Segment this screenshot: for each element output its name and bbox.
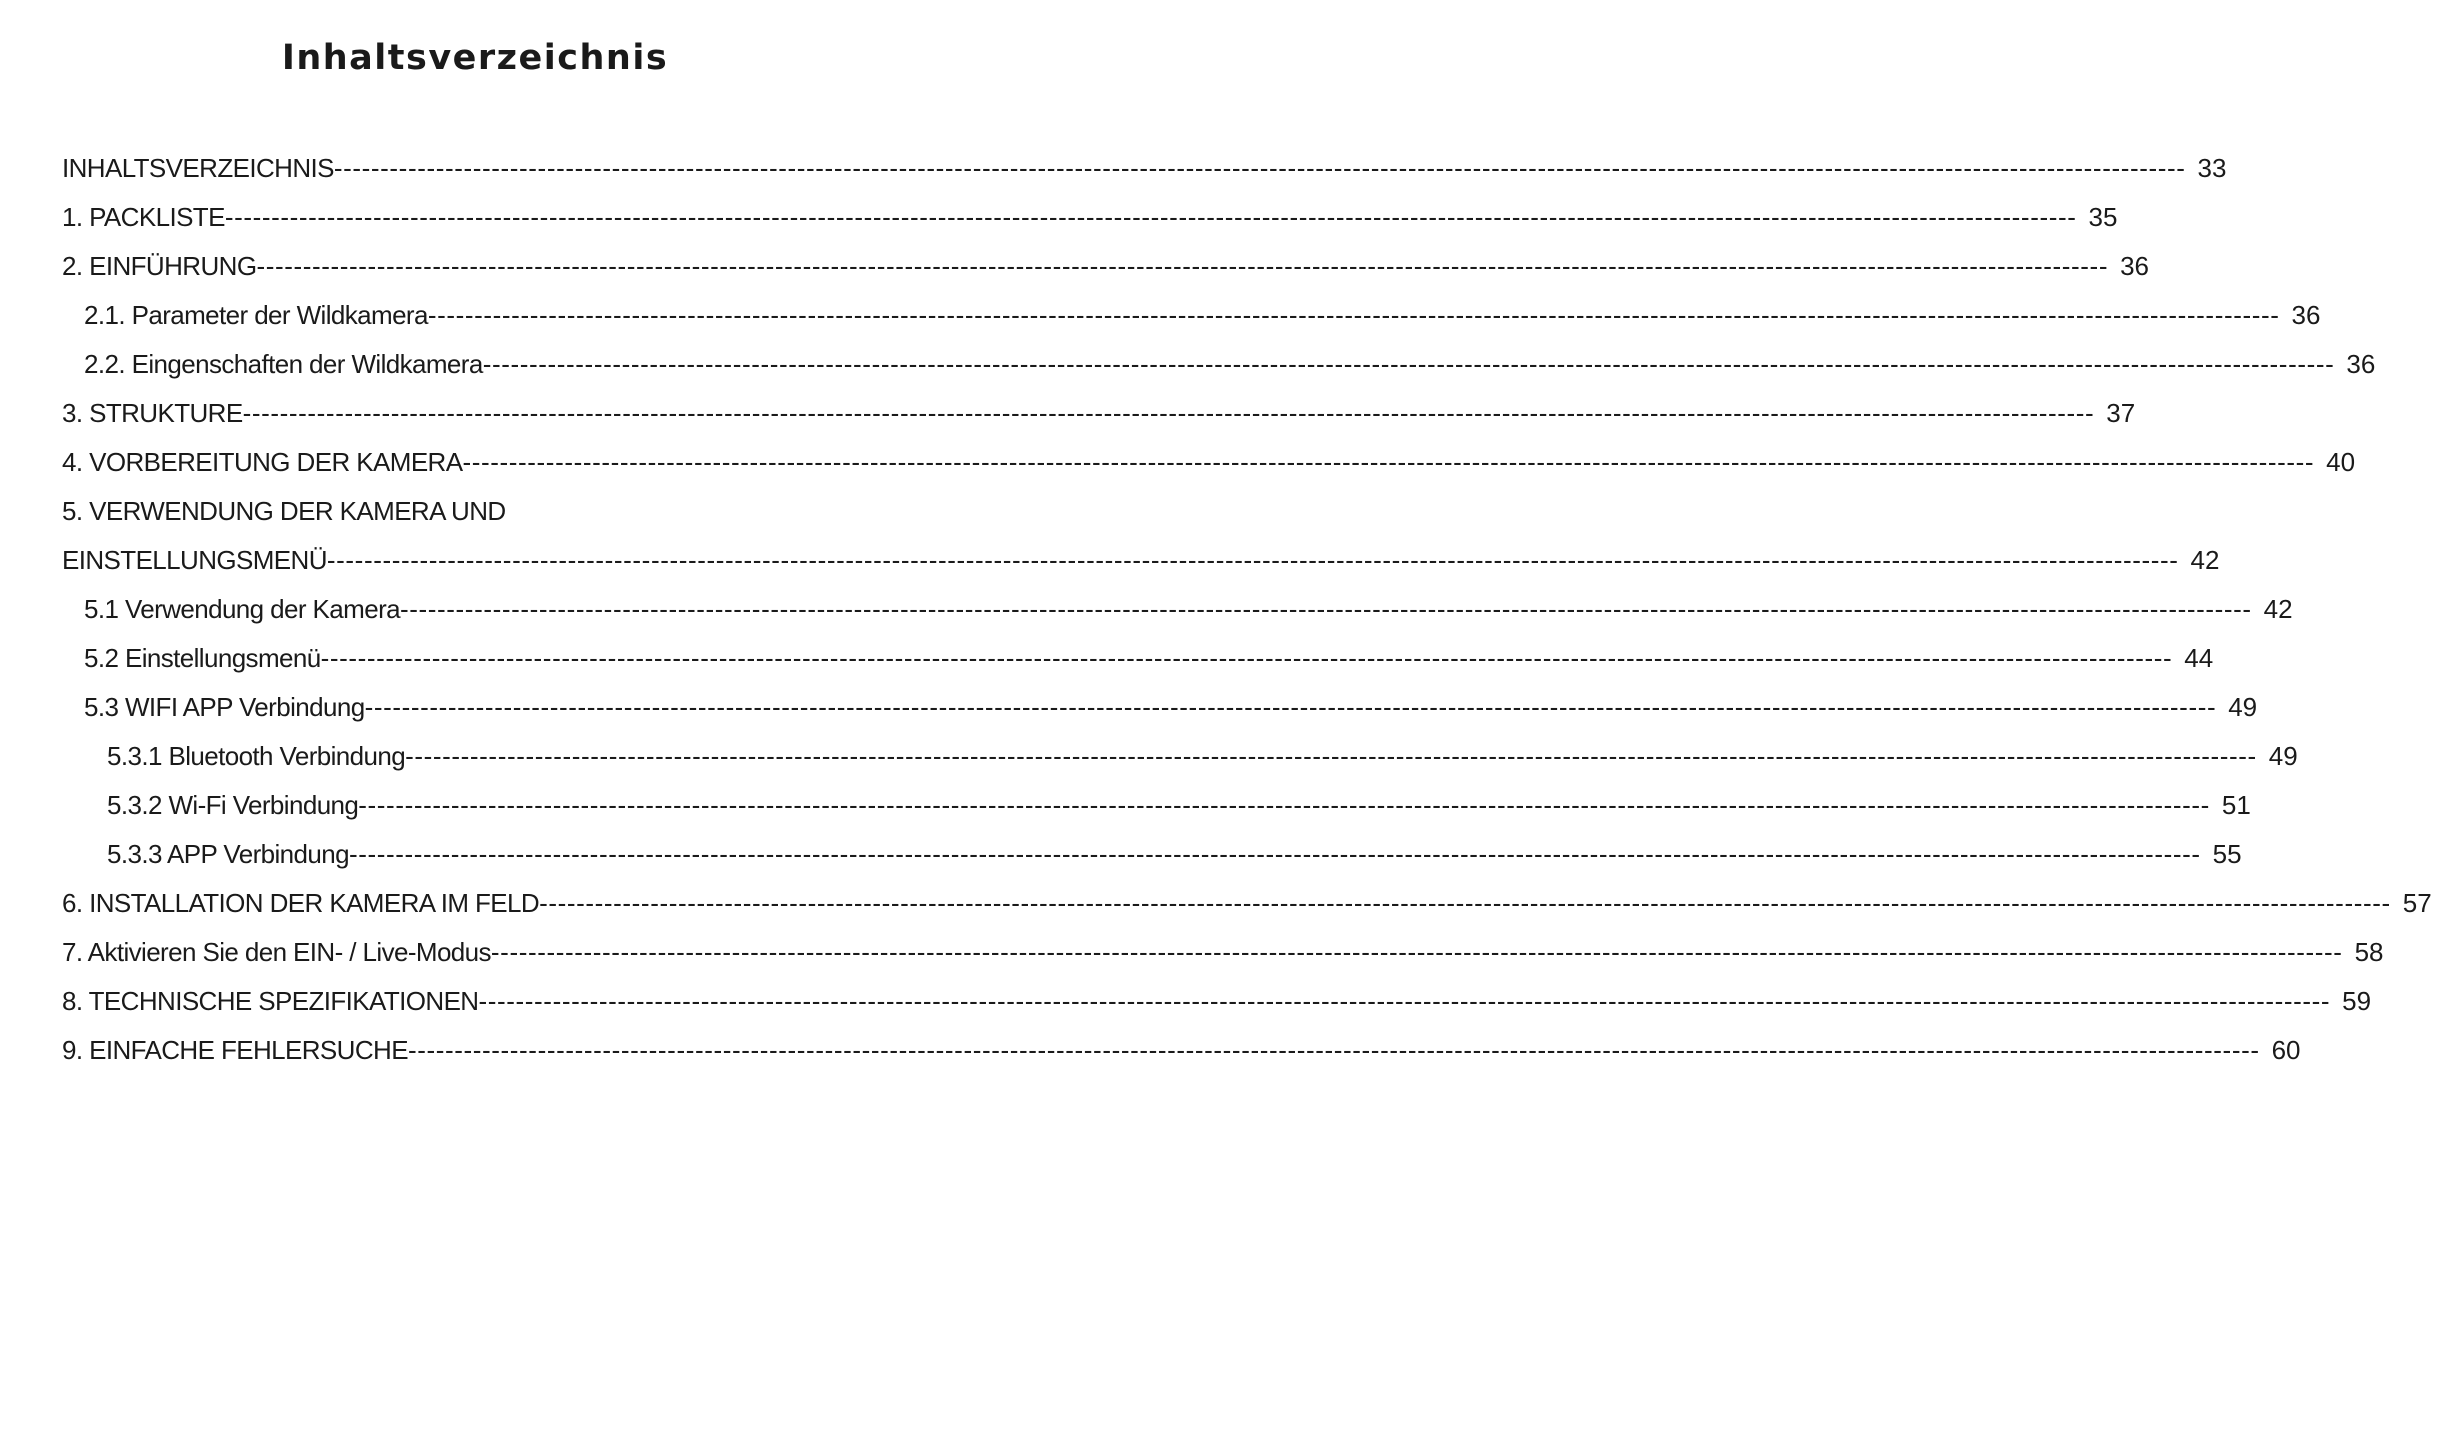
toc-entry-label: 6. INSTALLATION DER KAMERA IM FELD xyxy=(62,888,540,918)
toc-entry-page-number: 57 xyxy=(2402,888,2432,918)
toc-leader-dashes: -------------------------------------------------------------------------------------------------------------------------------------------------------------------------------------------------------- xyxy=(427,300,2280,330)
toc-entry-page-number: 36 xyxy=(2120,251,2149,281)
toc-entry-page-number: 59 xyxy=(2342,986,2372,1016)
toc-entry[interactable] xyxy=(84,683,2258,732)
toc-entry-page-number: 55 xyxy=(2212,839,2242,869)
toc-entry-page-number: 35 xyxy=(2088,202,2118,232)
toc-entry-label: 5.3 WIFI APP Verbindung xyxy=(84,692,365,722)
toc-entry[interactable] xyxy=(84,291,2321,340)
toc-leader-dashes: -------------------------------------------------------------------------------------------------------------------------------------------------------------------------------------------------------- xyxy=(320,643,2173,673)
toc-entry[interactable] xyxy=(62,487,896,536)
toc-entry-label: 5. VERWENDUNG DER KAMERA UND xyxy=(62,496,506,526)
toc-leader-dashes: -------------------------------------------------------------------------------------------------------------------------------------------------------------------------------------------------------- xyxy=(358,790,2210,820)
toc-leader-dashes: -------------------------------------------------------------------------------------------------------------------------------------------------------------------------------------------------------- xyxy=(224,202,2077,232)
toc-entry-page-number: 36 xyxy=(2346,349,2376,379)
toc-entry-page-number: 44 xyxy=(2184,643,2214,673)
toc-entry[interactable] xyxy=(107,781,2251,830)
toc-leader-dashes: -------------------------------------------------------------------------------------------------------------------------------------------------------------------------------------------------------- xyxy=(490,937,2343,967)
toc-entry[interactable] xyxy=(62,977,2372,1026)
toc-entry-label: EINSTELLUNGSMENÜ xyxy=(62,545,327,575)
toc-entry-label: 2.1. Parameter der Wildkamera xyxy=(84,300,428,330)
toc-leader-dashes: -------------------------------------------------------------------------------------------------------------------------------------------------------------------------------------------------------- xyxy=(242,398,2095,428)
toc-entry-page-number: 42 xyxy=(2190,545,2220,575)
toc-leader-dashes: -------------------------------------------------------------------------------------------------------------------------------------------------------------------------------------------------------- xyxy=(333,153,2186,183)
toc-leader-dashes: -------------------------------------------------------------------------------------------------------------------------------------------------------------------------------------------------------- xyxy=(400,594,2252,624)
toc-entry[interactable] xyxy=(62,1026,2301,1075)
toc-leader-dashes: -------------------------------------------------------------------------------------------------------------------------------------------------------------------------------------------------------- xyxy=(405,741,2257,771)
toc-entry-page-number: 37 xyxy=(2106,398,2136,428)
toc-entry[interactable] xyxy=(84,634,2214,683)
toc-leader-dashes: -------------------------------------------------------------------------------------------------------------------------------------------------------------------------------------------------------- xyxy=(326,545,2179,575)
toc-entry-label: 3. STRUKTURE xyxy=(62,398,243,428)
toc-leader-dashes: -------------------------------------------------------------------------------------------------------------------------------------------------------------------------------------------------------- xyxy=(462,447,2315,477)
toc-entry-page-number: 42 xyxy=(2263,594,2293,624)
toc-leader-dashes: -------------------------------------------------------------------------------------------------------------------------------------------------------------------------------------------------------- xyxy=(482,349,2335,379)
toc-entry[interactable] xyxy=(107,732,2298,781)
toc-entry-page-number: 49 xyxy=(2268,741,2298,771)
toc-entry[interactable] xyxy=(84,585,2293,634)
toc-entry-label: 5.3.3 APP Verbindung xyxy=(107,839,349,869)
toc-entry[interactable] xyxy=(62,879,2432,928)
page-title: Inhaltsverzeichnis xyxy=(281,38,669,78)
toc-entry-page-number: 60 xyxy=(2271,1035,2301,1065)
toc-entry-label: 5.2 Einstellungsmenü xyxy=(84,643,321,673)
toc-entry-label: 5.3.2 Wi-Fi Verbindung xyxy=(107,790,359,820)
toc-entry[interactable] xyxy=(62,144,2227,193)
toc-entry[interactable] xyxy=(62,536,2220,585)
toc-entry-page-number: 58 xyxy=(2354,937,2384,967)
toc-leader-dashes: -------------------------------------------------------------------------------------------------------------------------------------------------------------------------------------------------------- xyxy=(256,251,2109,281)
toc-entry-page-number: 33 xyxy=(2197,153,2227,183)
toc-entry-page-number: 49 xyxy=(2228,692,2258,722)
toc-leader-dashes: -------------------------------------------------------------------------------------------------------------------------------------------------------------------------------------------------------- xyxy=(539,888,2391,918)
toc-entry-label: 7. Aktivieren Sie den EIN- / Live-Modus xyxy=(62,937,491,967)
toc-entry[interactable] xyxy=(62,193,2118,242)
toc-entry[interactable] xyxy=(62,928,2384,977)
toc-entry-page-number: 36 xyxy=(2291,300,2321,330)
toc-entry[interactable] xyxy=(62,438,2356,487)
toc-entry[interactable] xyxy=(62,389,2136,438)
toc-leader-dashes: -------------------------------------------------------------------------------------------------------------------------------------------------------------------------------------------------------- xyxy=(348,839,2201,869)
toc-entry[interactable] xyxy=(107,830,2242,879)
toc-entry-page-number: 51 xyxy=(2221,790,2251,820)
toc-entry-label: 9. EINFACHE FEHLERSUCHE xyxy=(62,1035,408,1065)
toc-entry-label: 2.2. Eingenschaften der Wildkamera xyxy=(84,349,483,379)
toc-leader-dashes: -------------------------------------------------------------------------------------------------------------------------------------------------------------------------------------------------------- xyxy=(364,692,2217,722)
toc-entry-label: 4. VORBEREITUNG DER KAMERA xyxy=(62,447,463,477)
toc-leader-dashes: -------------------------------------------------------------------------------------------------------------------------------------------------------------------------------------------------------- xyxy=(407,1035,2260,1065)
toc-entry[interactable] xyxy=(84,340,2376,389)
toc-entry-page-number: 40 xyxy=(2326,447,2356,477)
toc-entry[interactable] xyxy=(62,242,2149,291)
toc-entry-label: 5.3.1 Bluetooth Verbindung xyxy=(107,741,406,771)
toc-leader-dashes: -------------------------------------------------------------------------------------------------------------------------------------------------------------------------------------------------------- xyxy=(478,986,2331,1016)
toc-entry-label: 1. PACKLISTE xyxy=(62,202,225,232)
toc-entry-label: 8. TECHNISCHE SPEZIFIKATIONEN xyxy=(62,986,479,1016)
toc-entry-label: 5.1 Verwendung der Kamera xyxy=(84,594,400,624)
toc-entry-label: INHALTSVERZEICHNIS xyxy=(62,153,334,183)
toc-entry-label: 2. EINFÜHRUNG xyxy=(62,251,257,281)
